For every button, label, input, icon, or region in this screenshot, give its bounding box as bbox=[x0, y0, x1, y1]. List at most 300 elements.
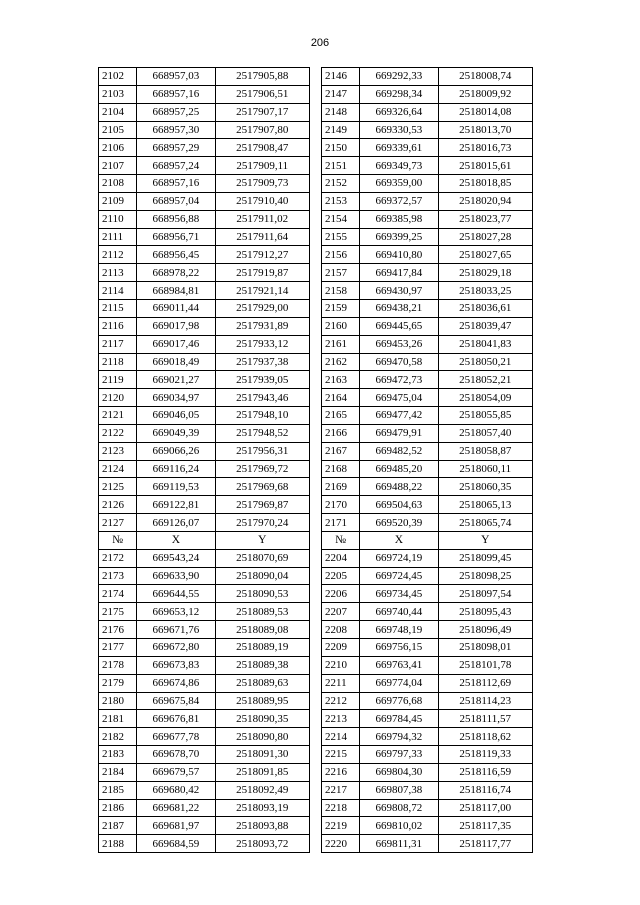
y-coordinate: 2518090,35 bbox=[215, 710, 309, 728]
point-number: 2172 bbox=[99, 549, 137, 567]
page-number: 206 bbox=[310, 37, 330, 49]
point-number: 2146 bbox=[322, 68, 360, 86]
point-number: 2149 bbox=[322, 121, 360, 139]
table-row bbox=[99, 674, 533, 692]
x-coordinate: 669485,20 bbox=[360, 460, 438, 478]
table-row bbox=[99, 799, 533, 817]
x-coordinate: 668957,25 bbox=[137, 103, 215, 121]
y-coordinate: 2518036,61 bbox=[438, 299, 532, 317]
point-number: 2112 bbox=[99, 246, 137, 264]
point-number: 2120 bbox=[99, 389, 137, 407]
column-separator bbox=[309, 68, 321, 86]
point-number: 2115 bbox=[99, 299, 137, 317]
x-coordinate: 668957,29 bbox=[137, 139, 215, 157]
column-separator bbox=[309, 228, 321, 246]
x-coordinate: 669453,26 bbox=[360, 335, 438, 353]
y-coordinate: 2518114,23 bbox=[438, 692, 532, 710]
point-number: 2161 bbox=[322, 335, 360, 353]
column-separator bbox=[309, 763, 321, 781]
y-coordinate: 2518018,85 bbox=[438, 175, 532, 193]
point-number: 2173 bbox=[99, 567, 137, 585]
x-coordinate: 668978,22 bbox=[137, 264, 215, 282]
y-coordinate: 2517906,51 bbox=[215, 85, 309, 103]
x-coordinate: 669430,97 bbox=[360, 282, 438, 300]
table-row bbox=[99, 746, 533, 764]
point-number: 2118 bbox=[99, 353, 137, 371]
y-coordinate: 2517929,00 bbox=[215, 299, 309, 317]
point-number: 2188 bbox=[99, 835, 137, 853]
column-separator bbox=[309, 121, 321, 139]
column-separator bbox=[309, 175, 321, 193]
column-separator bbox=[309, 710, 321, 728]
y-coordinate: 2518118,62 bbox=[438, 728, 532, 746]
point-number: 2180 bbox=[99, 692, 137, 710]
x-coordinate: 669066,26 bbox=[137, 442, 215, 460]
x-coordinate: 668984,81 bbox=[137, 282, 215, 300]
point-number: 2124 bbox=[99, 460, 137, 478]
x-coordinate: 669810,02 bbox=[360, 817, 438, 835]
column-separator bbox=[309, 514, 321, 532]
point-number: 2213 bbox=[322, 710, 360, 728]
column-separator bbox=[309, 424, 321, 442]
y-coordinate: 2518060,11 bbox=[438, 460, 532, 478]
x-coordinate: 669034,97 bbox=[137, 389, 215, 407]
x-coordinate: 668956,71 bbox=[137, 228, 215, 246]
x-coordinate: 669470,58 bbox=[360, 353, 438, 371]
point-number: 2182 bbox=[99, 728, 137, 746]
table-header-row bbox=[99, 531, 533, 549]
point-number: 2209 bbox=[322, 639, 360, 657]
table-row bbox=[99, 692, 533, 710]
point-number: 2208 bbox=[322, 621, 360, 639]
x-coordinate: 669126,07 bbox=[137, 514, 215, 532]
column-separator bbox=[309, 157, 321, 175]
column-separator bbox=[309, 299, 321, 317]
column-separator bbox=[309, 639, 321, 657]
column-separator bbox=[309, 728, 321, 746]
y-coordinate: 2517912,27 bbox=[215, 246, 309, 264]
y-coordinate: 2517907,17 bbox=[215, 103, 309, 121]
point-number: 2122 bbox=[99, 424, 137, 442]
y-coordinate: 2518117,35 bbox=[438, 817, 532, 835]
y-coordinate: 2518101,78 bbox=[438, 656, 532, 674]
y-coordinate: 2518119,33 bbox=[438, 746, 532, 764]
point-number: 2168 bbox=[322, 460, 360, 478]
point-number: 2125 bbox=[99, 478, 137, 496]
y-coordinate: 2517931,89 bbox=[215, 317, 309, 335]
y-coordinate: 2518015,61 bbox=[438, 157, 532, 175]
y-coordinate: 2518070,69 bbox=[215, 549, 309, 567]
x-coordinate: 669678,70 bbox=[137, 746, 215, 764]
y-coordinate: 2517939,05 bbox=[215, 371, 309, 389]
x-coordinate: 668957,04 bbox=[137, 192, 215, 210]
point-number: 2211 bbox=[322, 674, 360, 692]
y-coordinate: 2518057,40 bbox=[438, 424, 532, 442]
y-coordinate: 2518089,38 bbox=[215, 656, 309, 674]
y-coordinate: 2518098,25 bbox=[438, 567, 532, 585]
x-coordinate: 669763,41 bbox=[360, 656, 438, 674]
y-coordinate: 2518065,13 bbox=[438, 496, 532, 514]
x-coordinate: 669794,32 bbox=[360, 728, 438, 746]
y-coordinate: 2518095,43 bbox=[438, 603, 532, 621]
point-number: 2181 bbox=[99, 710, 137, 728]
x-coordinate: 669724,19 bbox=[360, 549, 438, 567]
y-coordinate: 2518096,49 bbox=[438, 621, 532, 639]
x-coordinate: 669679,57 bbox=[137, 763, 215, 781]
point-number: 2204 bbox=[322, 549, 360, 567]
x-coordinate: 669482,52 bbox=[360, 442, 438, 460]
column-separator bbox=[309, 371, 321, 389]
y-coordinate: 2518089,19 bbox=[215, 639, 309, 657]
table-row bbox=[99, 246, 533, 264]
x-coordinate: 668957,24 bbox=[137, 157, 215, 175]
x-coordinate: 669049,39 bbox=[137, 424, 215, 442]
point-number: 2164 bbox=[322, 389, 360, 407]
y-coordinate: 2518016,73 bbox=[438, 139, 532, 157]
y-coordinate: 2517919,87 bbox=[215, 264, 309, 282]
y-coordinate: 2518117,77 bbox=[438, 835, 532, 853]
point-number: 2159 bbox=[322, 299, 360, 317]
y-coordinate: 2518111,57 bbox=[438, 710, 532, 728]
y-coordinate: 2517907,80 bbox=[215, 121, 309, 139]
y-coordinate: 2518020,94 bbox=[438, 192, 532, 210]
table-row bbox=[99, 549, 533, 567]
y-coordinate: 2518093,19 bbox=[215, 799, 309, 817]
x-coordinate: 669734,45 bbox=[360, 585, 438, 603]
table-row bbox=[99, 371, 533, 389]
y-coordinate: 2518027,65 bbox=[438, 246, 532, 264]
y-coordinate: 2518041,83 bbox=[438, 335, 532, 353]
table-row bbox=[99, 192, 533, 210]
x-coordinate: 668957,16 bbox=[137, 85, 215, 103]
point-number: 2186 bbox=[99, 799, 137, 817]
x-coordinate: 669672,80 bbox=[137, 639, 215, 657]
point-number: 2216 bbox=[322, 763, 360, 781]
point-number: 2167 bbox=[322, 442, 360, 460]
table-row bbox=[99, 85, 533, 103]
x-coordinate: 669292,33 bbox=[360, 68, 438, 86]
y-coordinate: 2517933,12 bbox=[215, 335, 309, 353]
table-row bbox=[99, 656, 533, 674]
point-number: 2174 bbox=[99, 585, 137, 603]
point-number: 2215 bbox=[322, 746, 360, 764]
point-number: 2218 bbox=[322, 799, 360, 817]
header-number: № bbox=[322, 531, 360, 549]
x-coordinate: 669774,04 bbox=[360, 674, 438, 692]
table-row bbox=[99, 603, 533, 621]
x-coordinate: 669046,05 bbox=[137, 407, 215, 425]
point-number: 2214 bbox=[322, 728, 360, 746]
point-number: 2185 bbox=[99, 781, 137, 799]
point-number: 2126 bbox=[99, 496, 137, 514]
column-separator bbox=[309, 460, 321, 478]
table-row bbox=[99, 299, 533, 317]
point-number: 2109 bbox=[99, 192, 137, 210]
x-coordinate: 668957,16 bbox=[137, 175, 215, 193]
table-row bbox=[99, 353, 533, 371]
point-number: 2114 bbox=[99, 282, 137, 300]
x-coordinate: 669684,59 bbox=[137, 835, 215, 853]
column-separator bbox=[309, 531, 321, 549]
x-coordinate: 669681,22 bbox=[137, 799, 215, 817]
y-coordinate: 2518050,21 bbox=[438, 353, 532, 371]
point-number: 2210 bbox=[322, 656, 360, 674]
x-coordinate: 669479,91 bbox=[360, 424, 438, 442]
y-coordinate: 2517948,10 bbox=[215, 407, 309, 425]
column-separator bbox=[309, 567, 321, 585]
point-number: 2151 bbox=[322, 157, 360, 175]
table-row bbox=[99, 103, 533, 121]
x-coordinate: 669671,76 bbox=[137, 621, 215, 639]
point-number: 2154 bbox=[322, 210, 360, 228]
y-coordinate: 2517937,38 bbox=[215, 353, 309, 371]
point-number: 2116 bbox=[99, 317, 137, 335]
y-coordinate: 2517911,02 bbox=[215, 210, 309, 228]
x-coordinate: 668957,03 bbox=[137, 68, 215, 86]
x-coordinate: 669756,15 bbox=[360, 639, 438, 657]
y-coordinate: 2518093,88 bbox=[215, 817, 309, 835]
point-number: 2165 bbox=[322, 407, 360, 425]
y-coordinate: 2518116,74 bbox=[438, 781, 532, 799]
x-coordinate: 669385,98 bbox=[360, 210, 438, 228]
point-number: 2152 bbox=[322, 175, 360, 193]
x-coordinate: 669298,34 bbox=[360, 85, 438, 103]
y-coordinate: 2518023,77 bbox=[438, 210, 532, 228]
point-number: 2156 bbox=[322, 246, 360, 264]
column-separator bbox=[309, 85, 321, 103]
point-number: 2147 bbox=[322, 85, 360, 103]
x-coordinate: 669807,38 bbox=[360, 781, 438, 799]
x-coordinate: 669776,68 bbox=[360, 692, 438, 710]
x-coordinate: 669330,53 bbox=[360, 121, 438, 139]
x-coordinate: 669681,97 bbox=[137, 817, 215, 835]
table-row bbox=[99, 317, 533, 335]
point-number: 2220 bbox=[322, 835, 360, 853]
x-coordinate: 669724,45 bbox=[360, 567, 438, 585]
y-coordinate: 2517910,40 bbox=[215, 192, 309, 210]
x-coordinate: 669748,19 bbox=[360, 621, 438, 639]
y-coordinate: 2518089,63 bbox=[215, 674, 309, 692]
point-number: 2171 bbox=[322, 514, 360, 532]
x-coordinate: 669504,63 bbox=[360, 496, 438, 514]
header-y: Y bbox=[215, 531, 309, 549]
column-separator bbox=[309, 317, 321, 335]
point-number: 2177 bbox=[99, 639, 137, 657]
x-coordinate: 669673,83 bbox=[137, 656, 215, 674]
y-coordinate: 2518039,47 bbox=[438, 317, 532, 335]
header-x: X bbox=[137, 531, 215, 549]
x-coordinate: 669372,57 bbox=[360, 192, 438, 210]
point-number: 2160 bbox=[322, 317, 360, 335]
column-separator bbox=[309, 192, 321, 210]
point-number: 2183 bbox=[99, 746, 137, 764]
point-number: 2123 bbox=[99, 442, 137, 460]
y-coordinate: 2517956,31 bbox=[215, 442, 309, 460]
point-number: 2175 bbox=[99, 603, 137, 621]
x-coordinate: 669339,61 bbox=[360, 139, 438, 157]
y-coordinate: 2517909,11 bbox=[215, 157, 309, 175]
column-separator bbox=[309, 692, 321, 710]
column-separator bbox=[309, 603, 321, 621]
table-row bbox=[99, 639, 533, 657]
point-number: 2176 bbox=[99, 621, 137, 639]
table-row bbox=[99, 835, 533, 853]
table-row bbox=[99, 621, 533, 639]
y-coordinate: 2517970,24 bbox=[215, 514, 309, 532]
point-number: 2108 bbox=[99, 175, 137, 193]
y-coordinate: 2517909,73 bbox=[215, 175, 309, 193]
x-coordinate: 669784,45 bbox=[360, 710, 438, 728]
point-number: 2205 bbox=[322, 567, 360, 585]
x-coordinate: 669017,46 bbox=[137, 335, 215, 353]
y-coordinate: 2518089,53 bbox=[215, 603, 309, 621]
column-separator bbox=[309, 746, 321, 764]
point-number: 2212 bbox=[322, 692, 360, 710]
point-number: 2103 bbox=[99, 85, 137, 103]
point-number: 2148 bbox=[322, 103, 360, 121]
y-coordinate: 2518092,49 bbox=[215, 781, 309, 799]
table-row bbox=[99, 781, 533, 799]
x-coordinate: 669675,84 bbox=[137, 692, 215, 710]
header-number: № bbox=[99, 531, 137, 549]
x-coordinate: 669797,33 bbox=[360, 746, 438, 764]
y-coordinate: 2517948,52 bbox=[215, 424, 309, 442]
y-coordinate: 2517969,72 bbox=[215, 460, 309, 478]
table-row bbox=[99, 264, 533, 282]
x-coordinate: 669676,81 bbox=[137, 710, 215, 728]
y-coordinate: 2518054,09 bbox=[438, 389, 532, 407]
table-row bbox=[99, 121, 533, 139]
x-coordinate: 668956,88 bbox=[137, 210, 215, 228]
x-coordinate: 669445,65 bbox=[360, 317, 438, 335]
column-separator bbox=[309, 407, 321, 425]
point-number: 2158 bbox=[322, 282, 360, 300]
point-number: 2178 bbox=[99, 656, 137, 674]
table-row bbox=[99, 710, 533, 728]
x-coordinate: 669021,27 bbox=[137, 371, 215, 389]
y-coordinate: 2518091,30 bbox=[215, 746, 309, 764]
x-coordinate: 669119,53 bbox=[137, 478, 215, 496]
x-coordinate: 669399,25 bbox=[360, 228, 438, 246]
point-number: 2111 bbox=[99, 228, 137, 246]
column-separator bbox=[309, 282, 321, 300]
table-row bbox=[99, 407, 533, 425]
x-coordinate: 669018,49 bbox=[137, 353, 215, 371]
coordinates-table bbox=[98, 67, 533, 853]
x-coordinate: 669633,90 bbox=[137, 567, 215, 585]
x-coordinate: 669644,55 bbox=[137, 585, 215, 603]
y-coordinate: 2518099,45 bbox=[438, 549, 532, 567]
point-number: 2110 bbox=[99, 210, 137, 228]
column-separator bbox=[309, 139, 321, 157]
table-row bbox=[99, 228, 533, 246]
x-coordinate: 669488,22 bbox=[360, 478, 438, 496]
point-number: 2184 bbox=[99, 763, 137, 781]
y-coordinate: 2518008,74 bbox=[438, 68, 532, 86]
y-coordinate: 2517908,47 bbox=[215, 139, 309, 157]
point-number: 2113 bbox=[99, 264, 137, 282]
y-coordinate: 2518065,74 bbox=[438, 514, 532, 532]
table-row bbox=[99, 460, 533, 478]
x-coordinate: 669417,84 bbox=[360, 264, 438, 282]
point-number: 2104 bbox=[99, 103, 137, 121]
y-coordinate: 2518091,85 bbox=[215, 763, 309, 781]
y-coordinate: 2518090,80 bbox=[215, 728, 309, 746]
point-number: 2106 bbox=[99, 139, 137, 157]
y-coordinate: 2518117,00 bbox=[438, 799, 532, 817]
table-row bbox=[99, 763, 533, 781]
x-coordinate: 669326,64 bbox=[360, 103, 438, 121]
x-coordinate: 669472,73 bbox=[360, 371, 438, 389]
y-coordinate: 2518033,25 bbox=[438, 282, 532, 300]
x-coordinate: 669349,73 bbox=[360, 157, 438, 175]
table-row bbox=[99, 424, 533, 442]
point-number: 2170 bbox=[322, 496, 360, 514]
column-separator bbox=[309, 264, 321, 282]
point-number: 2157 bbox=[322, 264, 360, 282]
x-coordinate: 669680,42 bbox=[137, 781, 215, 799]
table-row bbox=[99, 728, 533, 746]
table-row bbox=[99, 210, 533, 228]
column-separator bbox=[309, 478, 321, 496]
column-separator bbox=[309, 621, 321, 639]
y-coordinate: 2517905,88 bbox=[215, 68, 309, 86]
column-separator bbox=[309, 353, 321, 371]
y-coordinate: 2517969,68 bbox=[215, 478, 309, 496]
y-coordinate: 2518027,28 bbox=[438, 228, 532, 246]
y-coordinate: 2518052,21 bbox=[438, 371, 532, 389]
point-number: 2163 bbox=[322, 371, 360, 389]
x-coordinate: 669804,30 bbox=[360, 763, 438, 781]
y-coordinate: 2518093,72 bbox=[215, 835, 309, 853]
column-separator bbox=[309, 549, 321, 567]
x-coordinate: 669410,80 bbox=[360, 246, 438, 264]
column-separator bbox=[309, 674, 321, 692]
y-coordinate: 2517969,87 bbox=[215, 496, 309, 514]
x-coordinate: 669811,31 bbox=[360, 835, 438, 853]
column-separator bbox=[309, 442, 321, 460]
y-coordinate: 2518098,01 bbox=[438, 639, 532, 657]
point-number: 2102 bbox=[99, 68, 137, 86]
y-coordinate: 2518090,04 bbox=[215, 567, 309, 585]
point-number: 2206 bbox=[322, 585, 360, 603]
point-number: 2162 bbox=[322, 353, 360, 371]
column-separator bbox=[309, 799, 321, 817]
point-number: 2219 bbox=[322, 817, 360, 835]
y-coordinate: 2518090,53 bbox=[215, 585, 309, 603]
y-coordinate: 2518014,08 bbox=[438, 103, 532, 121]
column-separator bbox=[309, 246, 321, 264]
x-coordinate: 669520,39 bbox=[360, 514, 438, 532]
table-row bbox=[99, 817, 533, 835]
table-row bbox=[99, 175, 533, 193]
table-row bbox=[99, 389, 533, 407]
column-separator bbox=[309, 835, 321, 853]
y-coordinate: 2518089,08 bbox=[215, 621, 309, 639]
table-row bbox=[99, 514, 533, 532]
column-separator bbox=[309, 103, 321, 121]
y-coordinate: 2518013,70 bbox=[438, 121, 532, 139]
point-number: 2150 bbox=[322, 139, 360, 157]
coordinates-table-body bbox=[99, 68, 533, 853]
point-number: 2179 bbox=[99, 674, 137, 692]
y-coordinate: 2518097,54 bbox=[438, 585, 532, 603]
x-coordinate: 669438,21 bbox=[360, 299, 438, 317]
y-coordinate: 2518089,95 bbox=[215, 692, 309, 710]
x-coordinate: 668956,45 bbox=[137, 246, 215, 264]
x-coordinate: 669359,00 bbox=[360, 175, 438, 193]
table-row bbox=[99, 478, 533, 496]
